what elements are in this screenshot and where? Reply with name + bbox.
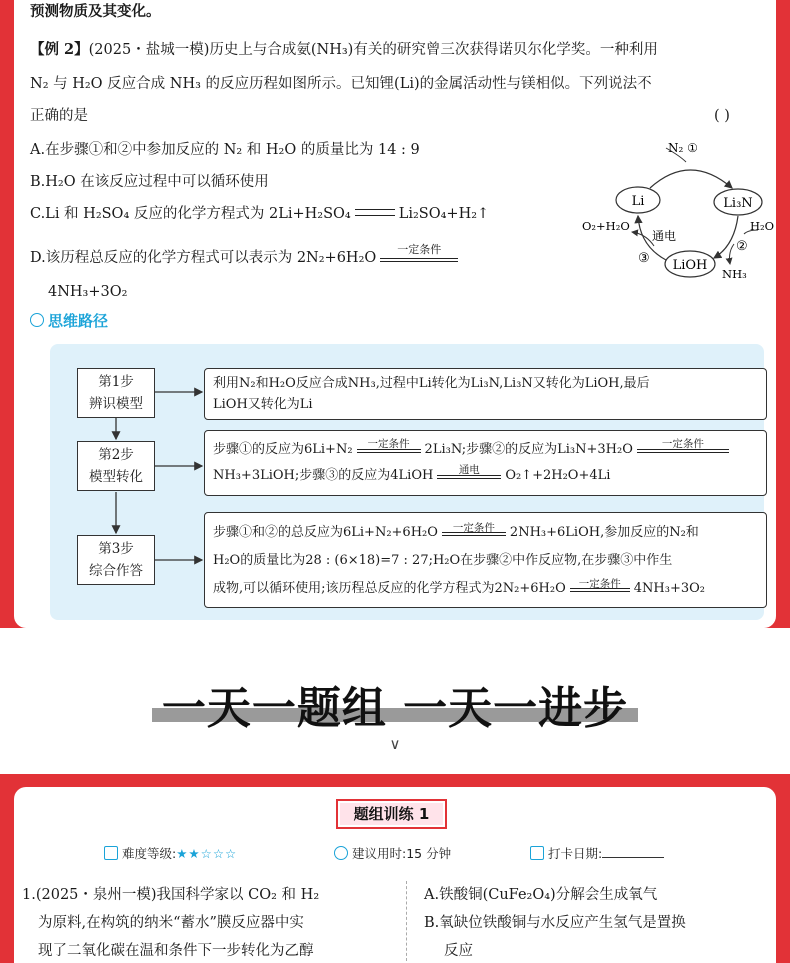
- step2-label: ②: [736, 239, 748, 254]
- condition-label: 一定条件: [397, 243, 442, 256]
- desc-3-seg-1: 步骤①和②的总反应为6Li+N₂+6H₂O: [213, 525, 438, 540]
- arrow-step2: [714, 216, 738, 258]
- desc-2-seg-4: O₂↑+2H₂O+4Li: [505, 468, 611, 483]
- li3n-label: Li₃N: [723, 196, 753, 211]
- option-c-suffix: Li₂SO₄+H₂↑: [398, 206, 490, 222]
- example-source: (2025・盐城一模): [88, 42, 210, 58]
- column-divider: [406, 881, 407, 961]
- desc-3-seg-4: 4NH₃+3O₂: [633, 581, 705, 596]
- slogan: 一天一题组 一天一进步: [161, 683, 629, 734]
- condition-arrow: [357, 438, 421, 455]
- bulb-icon: [30, 313, 44, 327]
- reaction-cycle-diagram: [562, 134, 776, 284]
- option-d: [30, 243, 462, 268]
- time-row: [334, 844, 451, 862]
- question-text-1: 历史上与合成氨(NH₃)有关的研究曾三次获得诺贝尔化学奖。一种利用: [209, 42, 658, 58]
- question-line-1: [30, 40, 658, 60]
- equals-sign: [355, 209, 395, 216]
- difficulty-stars: ★★☆☆☆: [176, 846, 238, 861]
- time-label: 建议用时:15 分钟: [352, 846, 452, 861]
- desc-1-line-1: 利用N₂和H₂O反应合成NH₃,过程中Li转化为Li₃N,Li₃N又转化为LiOH,最后: [213, 376, 650, 391]
- desc-2-seg-3: NH₃+3LiOH;步骤③的反应为4LiOH: [213, 468, 434, 483]
- question-line-2: N₂ 与 H₂O 反应合成 NH₃ 的反应历程如图所示。已知锂(Li)的金属活动性与镁相似。下列说法不: [30, 76, 652, 92]
- desc-2-seg-1: 步骤①的反应为6Li+N₂: [213, 442, 353, 457]
- condition-arrow: [637, 438, 729, 455]
- step-1-subtitle: 辨识模型: [89, 396, 143, 412]
- condition-arrow: [442, 524, 506, 538]
- thinking-path-label: 思维路径: [48, 312, 109, 330]
- thinking-path-title: [30, 310, 108, 331]
- condition-label: 一定条件: [661, 438, 704, 450]
- step-1-description: [204, 368, 767, 420]
- condition-label: 一定条件: [578, 578, 621, 590]
- question-1-line-3: 现了二氧化碳在温和条件下一步转化为乙醇: [38, 943, 314, 959]
- option-b-right-cont: 反应: [444, 943, 473, 959]
- lioh-label: LiOH: [672, 258, 708, 273]
- n2-step1-label: N₂ ①: [668, 141, 698, 155]
- desc-3-seg-3: 成物,可以循环使用;该历程总反应的化学方程式为2N₂+6H₂O: [213, 581, 566, 596]
- desc-3-line-2: H₂O的质量比为28 : (6×18)=7 : 27;H₂O在步骤②中作反应物,在步骤③中作生: [213, 553, 673, 568]
- condition-arrow: [570, 580, 630, 594]
- step-2-subtitle: 模型转化: [89, 469, 143, 485]
- checkin-row: [530, 844, 664, 862]
- step-2-title: 第2步: [98, 447, 134, 463]
- answer-paren: ( ): [714, 108, 730, 124]
- desc-3-line-1: [213, 519, 758, 547]
- difficulty-row: [104, 844, 237, 862]
- question-1-line-1: 1.(2025・泉州一模)我国科学家以 CO₂ 和 H₂: [22, 887, 320, 903]
- desc-2-line-2: [213, 463, 758, 489]
- bar-chart-icon: [104, 846, 118, 860]
- condition-label: 一定条件: [367, 438, 410, 450]
- option-b: B.H₂O 在该反应过程中可以循环使用: [30, 174, 269, 190]
- group-title-box: [336, 799, 447, 829]
- option-d-line2: 4NH₃+3O₂: [48, 284, 128, 300]
- step-3-subtitle: 综合作答: [89, 563, 143, 579]
- condition-label: 一定条件: [452, 522, 495, 534]
- intro-line: 预测物质及其变化。: [30, 3, 161, 20]
- example-tag: 【例 2】: [30, 41, 89, 58]
- option-c: [30, 204, 489, 224]
- nh3-label: NH₃: [722, 267, 747, 281]
- h2o-label: H₂O: [750, 219, 775, 233]
- condition-arrow: [437, 464, 501, 481]
- step-3-description: [204, 512, 767, 608]
- electrolysis-label: 通电: [652, 229, 677, 243]
- step-2-description: [204, 430, 767, 496]
- calendar-icon: [530, 846, 544, 860]
- example-card: [14, 0, 776, 628]
- condition-arrow: [380, 243, 458, 264]
- checkin-label: 打卡日期:: [548, 846, 603, 861]
- question-1-line-2: 为原料,在构筑的纳米“蓄水”膜反应器中实: [38, 915, 304, 931]
- condition-label: 通电: [458, 464, 480, 476]
- desc-2-seg-2: 2Li₃N;步骤②的反应为Li₃N+3H₂O: [424, 442, 633, 457]
- step3-label: ③: [638, 251, 650, 266]
- step-3-box: [77, 535, 155, 585]
- option-a-right: A.铁酸铜(CuFe₂O₄)分解会生成氧气: [424, 887, 658, 903]
- question-line-3: 正确的是: [30, 108, 88, 124]
- option-c-prefix: C.Li 和 H₂SO₄ 反应的化学方程式为 2Li+H₂SO₄: [30, 206, 351, 222]
- li-label: Li: [631, 194, 645, 209]
- o2-h2o-label: O₂+H₂O: [582, 219, 630, 233]
- clock-icon: [334, 846, 348, 860]
- step-1-box: [77, 368, 155, 418]
- desc-1-line-2: LiOH又转化为Li: [213, 397, 313, 412]
- step-2-box: [77, 441, 155, 491]
- arrow-step1: [650, 170, 732, 188]
- step-1-title: 第1步: [98, 374, 134, 390]
- option-a: A.在步骤①和②中参加反应的 N₂ 和 H₂O 的质量比为 14 : 9: [30, 142, 420, 158]
- difficulty-label: 难度等级:: [122, 846, 177, 861]
- desc-3-seg-2: 2NH₃+6LiOH,参加反应的N₂和: [509, 525, 699, 540]
- option-b-right: B.氧缺位铁酸铜与水反应产生氢气是置换: [424, 915, 686, 931]
- arrow-o2-out: [632, 232, 654, 246]
- step-3-title: 第3步: [98, 541, 134, 557]
- group-title: 题组训练 1: [340, 803, 443, 825]
- checkin-blank[interactable]: [602, 846, 664, 858]
- option-d-prefix: D.该历程总反应的化学方程式可以表示为 2N₂+6H₂O: [30, 250, 377, 266]
- chevron-down-icon: ∨: [389, 735, 401, 753]
- flow-panel: [50, 344, 764, 620]
- arrow-nh3-out: [730, 244, 735, 264]
- exercise-card: [14, 787, 776, 963]
- desc-3-line-3: [213, 575, 758, 603]
